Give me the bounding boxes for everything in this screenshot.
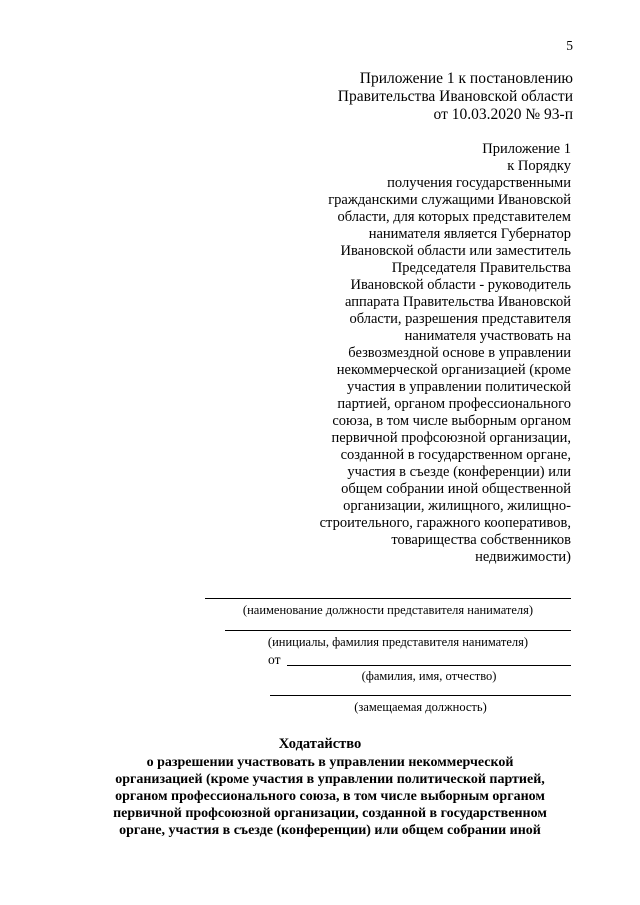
appendix-line: партией, органом профессионального: [337, 396, 571, 412]
position-caption: (замещаемая должность): [354, 700, 487, 714]
appendix-header: [338, 70, 573, 124]
appendix-line: первичной профсоюзной организации,: [331, 430, 571, 446]
appendix-line: Ивановской области или заместитель: [340, 243, 571, 259]
appendix-header-line: Правительства Ивановской области: [337, 88, 573, 105]
appendix-line: строительного, гаражного кооперативов,: [319, 515, 571, 531]
appendix-line: Приложение 1: [482, 141, 571, 157]
appendix-line: области, разрешения представителя: [349, 311, 571, 327]
petition-subtitle-line: первичной профсоюзной организации, созданной в государственном: [113, 806, 547, 821]
position-blank[interactable]: [270, 695, 571, 696]
full-name-caption: (фамилия, имя, отчество): [361, 669, 497, 683]
appendix-line: некоммерческой организацией (кроме: [336, 362, 571, 378]
appendix-line: союза, в том числе выборным органом: [332, 413, 571, 429]
employer-name-caption: (инициалы, фамилия представителя нанимателя): [267, 635, 529, 649]
appendix-line: созданной в государственном органе,: [340, 447, 571, 463]
petition-subtitle-line: органе, участия в съезде (конференции) или общем собрании иной: [119, 823, 541, 838]
appendix-line: общем собрании иной общественной: [341, 481, 571, 497]
employer-name-blank[interactable]: [225, 630, 571, 631]
appendix-line: нанимателя является Губернатор: [368, 226, 571, 242]
appendix-line: участия в съезде (конференции) или: [347, 464, 571, 480]
appendix-line: нанимателя участвовать на: [404, 328, 571, 344]
petition-title: Ходатайство: [278, 736, 362, 752]
appendix-block: [241, 141, 571, 566]
appendix-line: недвижимости): [475, 549, 571, 565]
appendix-line: Ивановской области - руководитель: [350, 277, 571, 293]
page-number: 5: [566, 38, 573, 53]
petition-subtitle-line: о разрешении участвовать в управлении некоммерческой: [146, 755, 514, 770]
appendix-line: Председателя Правительства: [391, 260, 571, 276]
appendix-line: безвозмездной основе в управлении: [348, 345, 571, 361]
petition-subtitle: [60, 754, 600, 839]
appendix-line: области, для которых представителем: [337, 209, 571, 225]
appendix-line: организации, жилищного, жилищно-: [343, 498, 571, 514]
appendix-line: аппарата Правительства Ивановской: [344, 294, 571, 310]
full-name-blank[interactable]: [287, 665, 571, 666]
from-label: от: [268, 652, 281, 667]
appendix-line: к Порядку: [507, 158, 571, 174]
appendix-line: товарищества собственников: [391, 532, 571, 548]
appendix-line: участия в управлении политической: [347, 379, 571, 395]
employer-position-caption: (наименование должности представителя нанимателя): [242, 603, 534, 617]
employer-position-blank[interactable]: [205, 598, 571, 599]
petition-subtitle-line: организацией (кроме участия в управлении политической партией,: [115, 772, 545, 787]
appendix-line: получения государственными: [387, 175, 571, 191]
petition-subtitle-line: органом профессионального союза, в том числе выборным органом: [115, 789, 545, 804]
appendix-header-line: от 10.03.2020 № 93-п: [433, 106, 573, 123]
appendix-line: гражданскими служащими Ивановской: [328, 192, 571, 208]
appendix-header-line: Приложение 1 к постановлению: [359, 70, 573, 87]
